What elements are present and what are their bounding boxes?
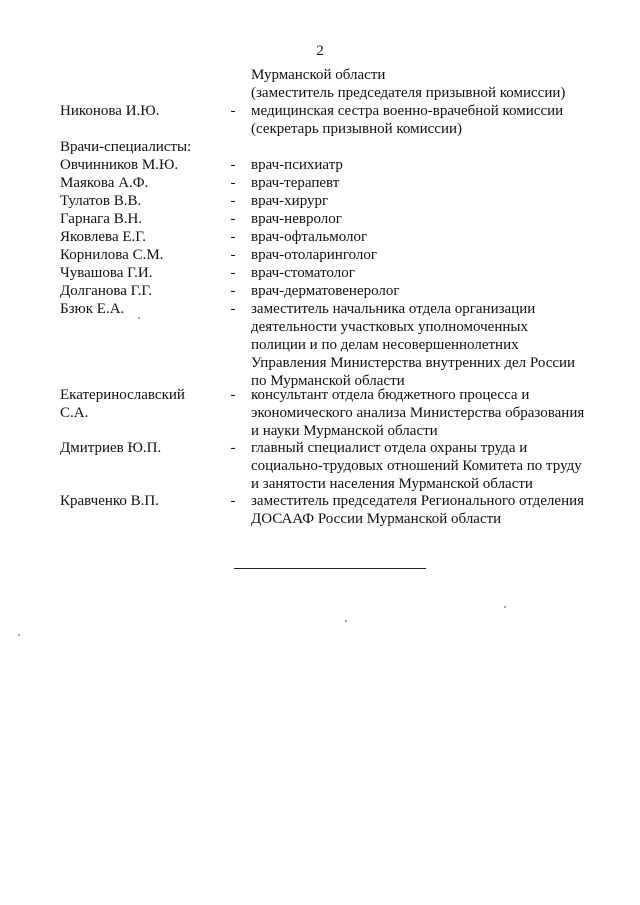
dash-separator: - [230,193,236,209]
specialist-name: Чувашова Г.И. [60,265,153,281]
dash-separator: - [230,157,236,173]
dash-separator: - [230,175,236,191]
scan-speck [18,634,20,636]
member-name: Никонова И.Ю. [60,103,160,119]
specialist-role: врач-невролог [251,211,342,227]
name-line: Кравченко В.П. [60,493,160,509]
page-number: 2 [316,43,324,59]
role-line: заместитель председателя Регионального отделения [251,493,585,509]
dash-separator: - [230,387,236,403]
specialist-role: врач-терапевт [251,175,340,191]
specialist-role: врач-офтальмолог [251,229,368,245]
role-line: главный специалист отдела охраны труда и [251,440,528,456]
role-line: деятельности участковых уполномоченных [251,319,528,335]
role-line: медицинская сестра военно-врачебной комиссии [251,103,564,119]
role-line: (секретарь призывной комиссии) [251,121,462,137]
specialist-name: Овчинников М.Ю. [60,157,179,173]
intro-line: (заместитель председателя призывной комиссии) [251,85,566,101]
role-line: экономического анализа Министерства образования [251,405,585,421]
name-line: Екатеринославский [60,387,185,403]
specialist-role: врач-психиатр [251,157,343,173]
dash-separator: - [230,247,236,263]
dash-separator: - [230,229,236,245]
name-line: С.А. [60,405,89,421]
dash-separator: - [230,440,236,456]
specialist-role: врач-отоларинголог [251,247,378,263]
role-line: социально-трудовых отношений Комитета по труду [251,458,582,474]
scan-speck [345,620,347,622]
intro-line: Мурманской области [251,67,386,83]
role-line: заместитель начальника отдела организации [251,301,536,317]
dash-separator: - [230,301,236,317]
name-line: Бзюк Е.А. [60,301,125,317]
dash-separator: - [230,211,236,227]
specialists-heading: Врачи-специалисты: [60,139,192,155]
specialist-name: Долганова Г.Г. [60,283,153,299]
role-line: и науки Мурманской области [251,423,438,439]
specialist-role: врач-хирург [251,193,329,209]
dash-separator: - [230,493,236,509]
role-line: полиции и по делам несовершеннолетних [251,337,519,353]
role-line: консультант отдела бюджетного процесса и [251,387,530,403]
dash-separator: - [230,103,236,119]
scan-speck [504,606,506,608]
role-line: и занятости населения Мурманской области [251,476,533,492]
specialist-name: Корнилова С.М. [60,247,164,263]
member-role [251,300,596,390]
dash-separator: - [230,265,236,281]
name-line: Дмитриев Ю.П. [60,440,162,456]
member-name [60,439,225,457]
member-role [251,386,596,440]
member-name [60,386,225,422]
scan-speck [138,317,140,319]
member-name [60,492,225,510]
specialist-role: врач-дерматовенеролог [251,283,400,299]
member-role [251,492,596,528]
closing-rule [234,568,426,569]
role-line: по Мурманской области [251,373,405,389]
role-line: Управления Министерства внутренних дел России [251,355,576,371]
specialist-name: Маякова А.Ф. [60,175,149,191]
specialist-name: Яковлева Е.Г. [60,229,146,245]
specialist-name: Гарнага В.Н. [60,211,143,227]
dash-separator: - [230,283,236,299]
role-line: ДОСААФ России Мурманской области [251,511,502,527]
specialist-role: врач-стоматолог [251,265,355,281]
member-role [251,102,596,138]
specialist-name: Тулатов В.В. [60,193,142,209]
member-name [60,300,225,318]
intro-continuation [251,66,565,102]
member-role [251,439,596,493]
